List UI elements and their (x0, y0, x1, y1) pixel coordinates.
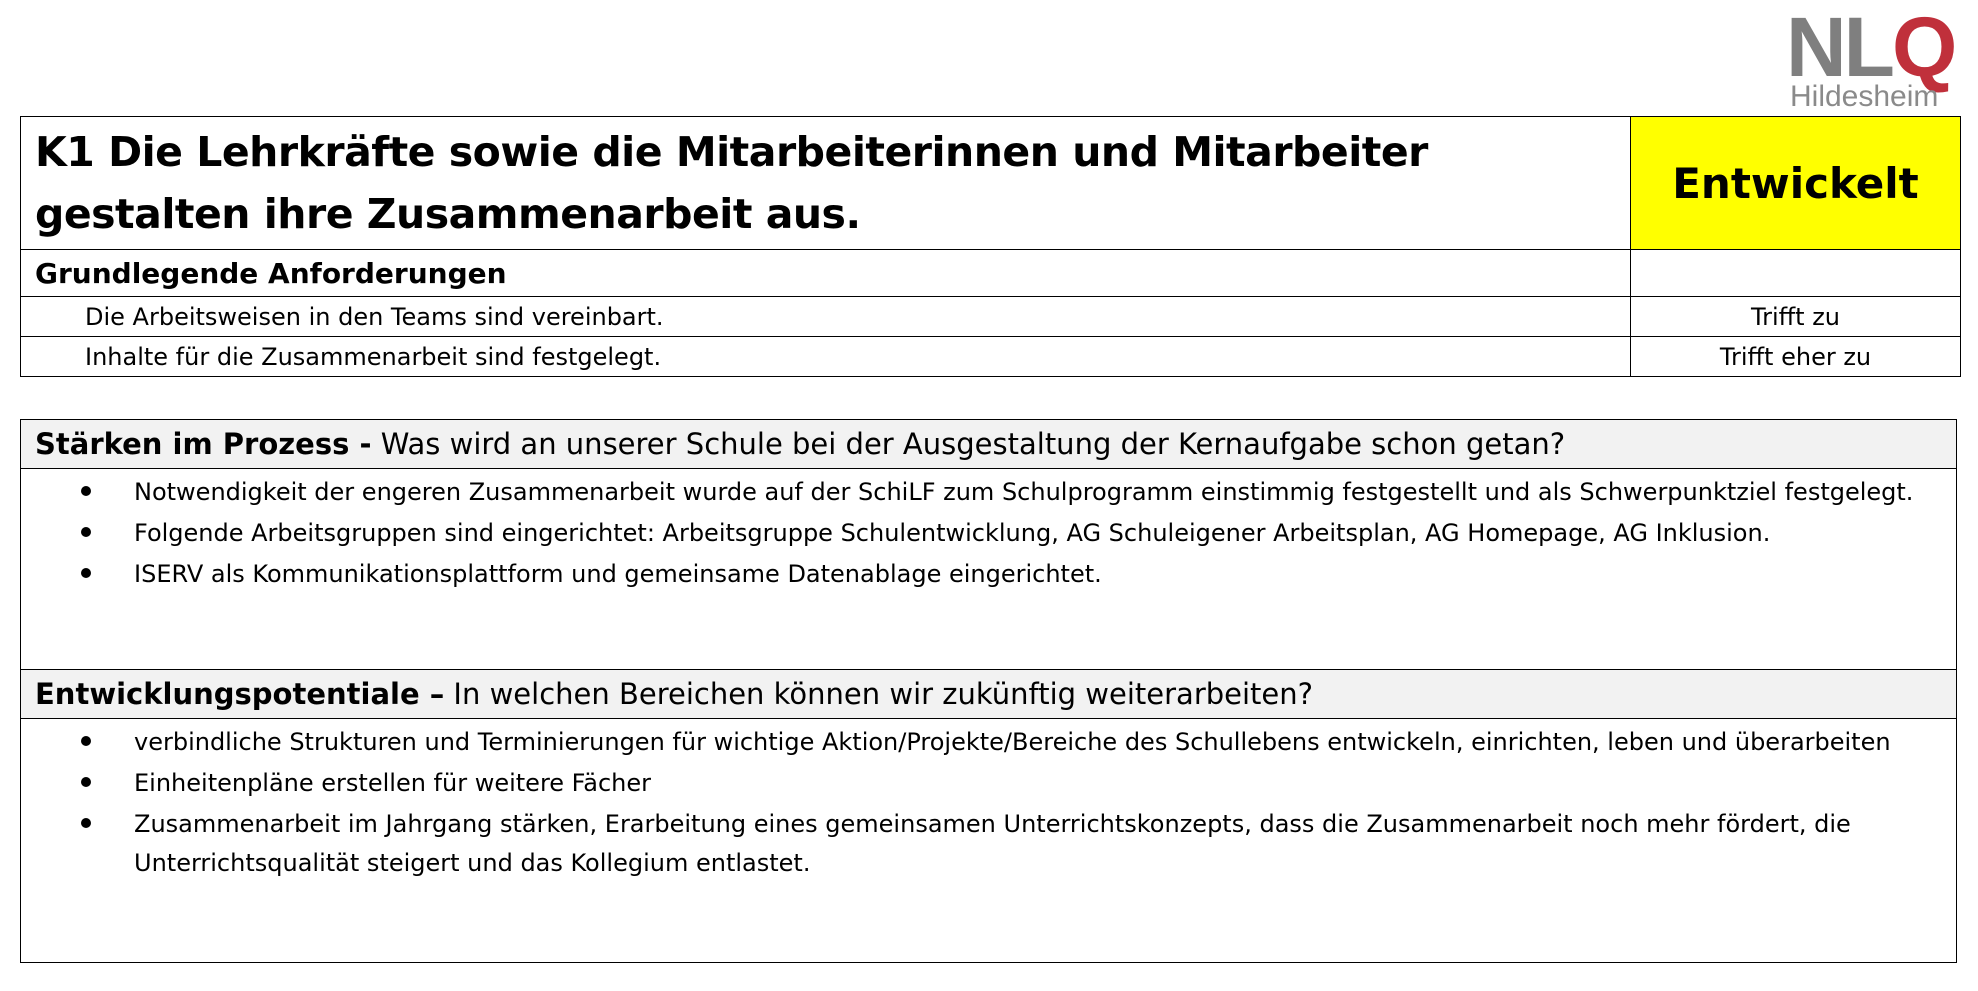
evaluation-box (20, 419, 1957, 963)
list-item-text: Zusammenarbeit im Jahrgang stärken, Erarbeitung eines gemeinsamen Unterrichtskonzepts, dass die Zusammenarbeit noch mehr fördert, die Unterrichtsqualität steigert und das Kollegium entlastet. (134, 810, 1851, 877)
requirement-row (21, 337, 1961, 377)
list-item-text: ISERV als Kommunikationsplattform und gemeinsame Datenablage eingerichtet. (134, 560, 1102, 588)
status-badge: Entwickelt (1631, 117, 1961, 250)
requirements-heading-empty-cell (1631, 250, 1961, 297)
bullet-icon (21, 723, 134, 762)
core-task-title: K1 Die Lehrkräfte sowie die Mitarbeiterinnen und Mitarbeiter gestalten ihre Zusammenarbeit aus. (21, 117, 1631, 250)
requirement-text: Die Arbeitsweisen in den Teams sind vereinbart. (21, 297, 1631, 337)
requirement-rating: Trifft zu (1631, 297, 1961, 337)
potentials-heading-bold: Entwicklungspotentiale – (35, 677, 445, 711)
bullet-icon (21, 514, 134, 553)
list-item-text: Notwendigkeit der engeren Zusammenarbeit wurde auf der SchiLF zum Schulprogramm einstimmig festgestellt und als Schwerpunktziel festgelegt. (134, 478, 1914, 506)
list-item-text: verbindliche Strukturen und Terminierungen für wichtige Aktion/Projekte/Bereiche des Schullebens entwickeln, einrichten, leben und überarbeiten (134, 728, 1891, 756)
strengths-heading-bold: Stärken im Prozess - (35, 427, 372, 461)
strengths-list (21, 469, 1956, 669)
requirements-heading: Grundlegende Anforderungen (21, 250, 1631, 297)
list-item-text: Folgende Arbeitsgruppen sind eingerichtet: Arbeitsgruppe Schulentwicklung, AG Schuleigener Arbeitsplan, AG Homepage, AG Inklusion. (134, 519, 1771, 547)
requirement-text: Inhalte für die Zusammenarbeit sind festgelegt. (21, 337, 1631, 377)
strengths-heading-question: Was wird an unserer Schule bei der Ausgestaltung der Kernaufgabe schon getan? (371, 427, 1566, 461)
logo-mark-nl: NL (1786, 0, 1892, 94)
list-item (21, 764, 1936, 803)
list-item (21, 555, 1936, 594)
logo-subtitle: Hildesheim (1790, 80, 1939, 113)
potentials-heading-question: In welchen Bereichen können wir zukünftig weiterarbeiten? (444, 677, 1314, 711)
title-row (21, 117, 1961, 250)
requirements-heading-row (21, 250, 1961, 297)
potentials-heading (21, 669, 1956, 719)
strengths-heading (21, 420, 1956, 469)
requirement-rating: Trifft eher zu (1631, 337, 1961, 377)
list-item (21, 805, 1936, 883)
logo-mark-q: Q (1891, 0, 1955, 94)
list-item-text: Einheitenpläne erstellen für weitere Fächer (134, 769, 652, 797)
logo-mark (1786, 0, 1956, 94)
bullet-icon (21, 473, 134, 512)
potentials-list (21, 719, 1956, 961)
requirement-row (21, 297, 1961, 337)
nlq-logo (1786, 0, 1956, 113)
list-item (21, 514, 1936, 553)
list-item (21, 723, 1936, 762)
bullet-icon (21, 805, 134, 883)
core-task-table (20, 116, 1961, 377)
bullet-icon (21, 555, 134, 594)
list-item (21, 473, 1936, 512)
bullet-icon (21, 764, 134, 803)
